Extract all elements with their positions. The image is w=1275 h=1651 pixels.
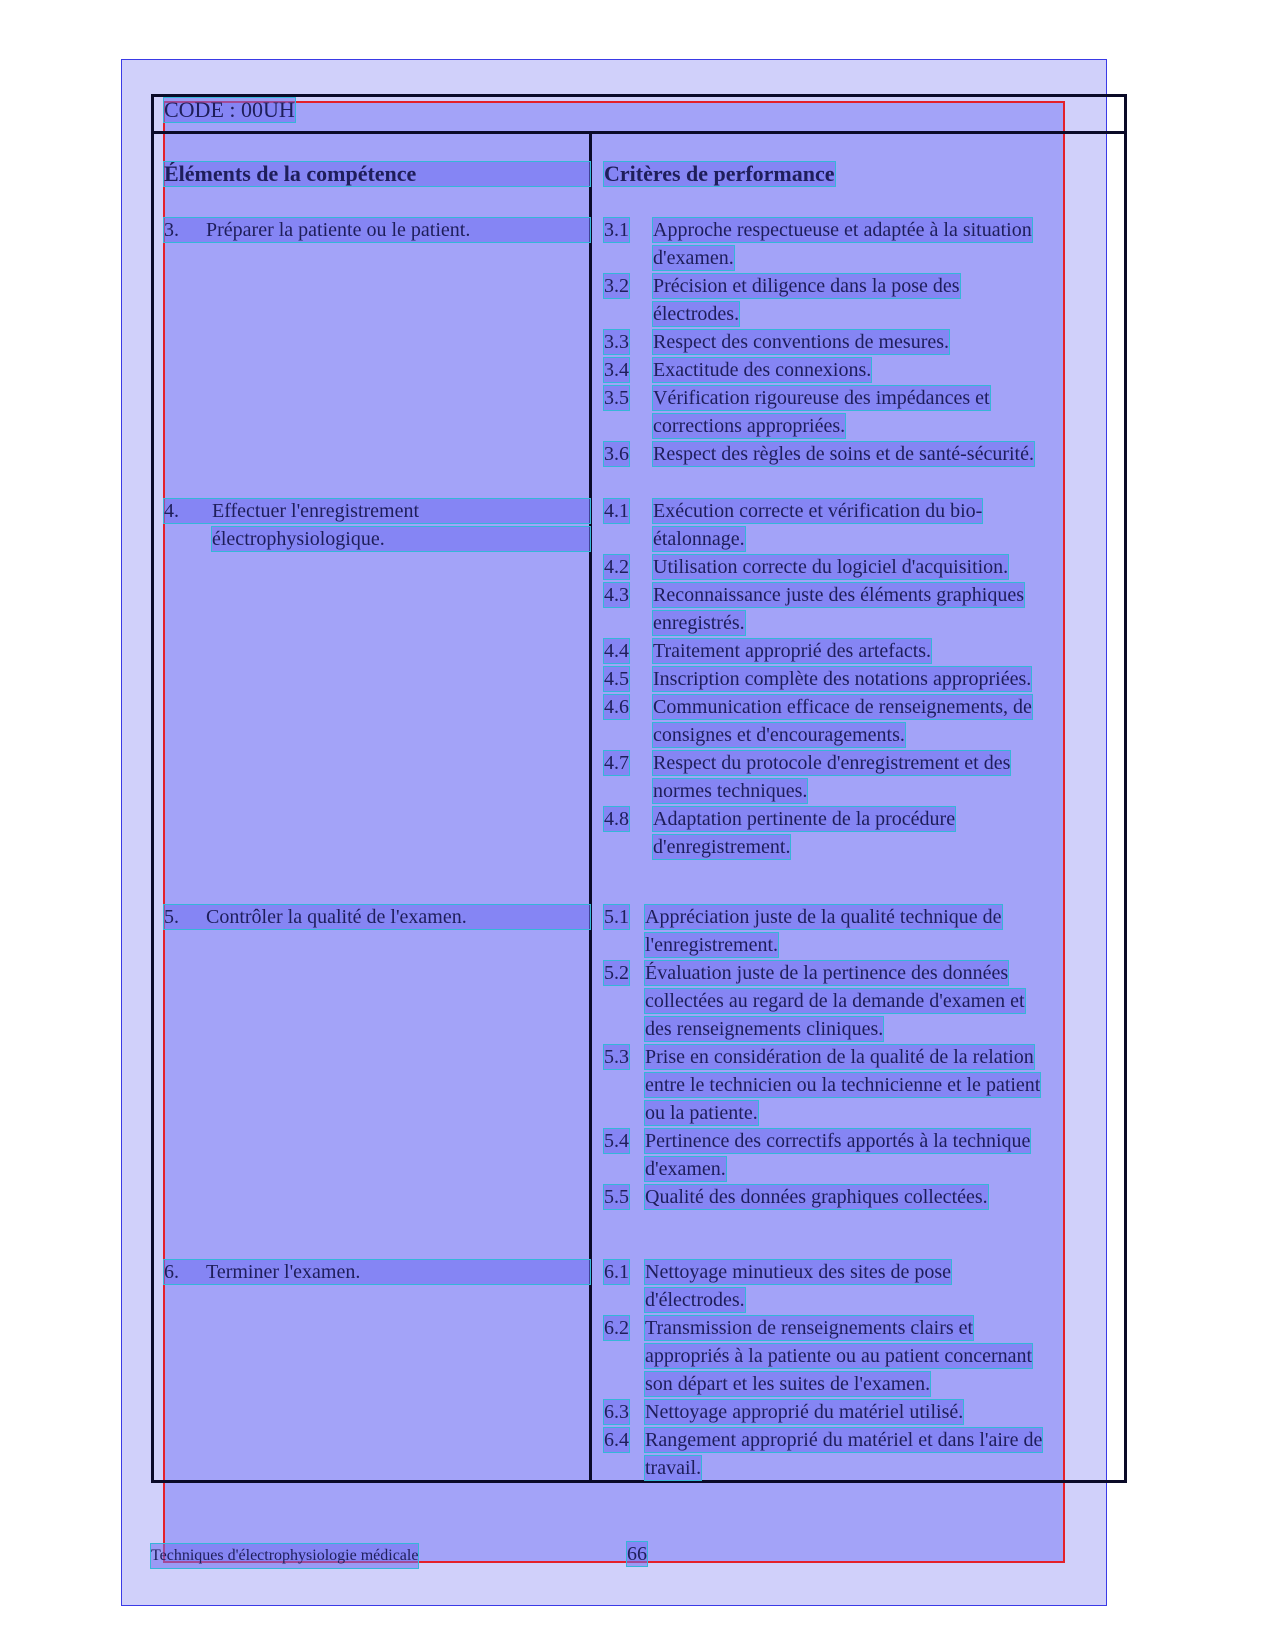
criterion-text: Appréciation juste de la qualité technique de — [645, 906, 1002, 928]
criterion-text: Évaluation juste de la pertinence des données — [645, 962, 1009, 984]
criterion-number: 4.1 — [604, 500, 629, 522]
criterion-text: Vérification rigoureuse des impédances et — [653, 387, 990, 409]
element-number: 4. — [164, 500, 179, 522]
element-number: 6. — [164, 1261, 179, 1283]
criterion-number: 3.4 — [604, 359, 629, 381]
criterion-text: d'examen. — [653, 247, 734, 269]
criterion-text: Respect des conventions de mesures. — [653, 331, 950, 353]
criterion-text: l'enregistrement. — [645, 934, 778, 956]
criterion-text: Utilisation correcte du logiciel d'acquisition. — [653, 556, 1009, 578]
criterion-text: d'examen. — [645, 1158, 726, 1180]
element-4 — [164, 499, 590, 523]
criterion-text: d'enregistrement. — [653, 836, 791, 858]
criterion-number: 4.7 — [604, 752, 629, 774]
element-text: Terminer l'examen. — [206, 1261, 361, 1283]
criterion-text: Pertinence des correctifs apportés à la technique — [645, 1130, 1031, 1152]
criterion-text: corrections appropriées. — [653, 415, 846, 437]
criterion-number: 3.3 — [604, 331, 629, 353]
criterion-text: électrodes. — [653, 303, 740, 325]
criteria-header: Critères de performance — [604, 161, 835, 186]
criterion-text: Précision et diligence dans la pose des — [653, 275, 960, 297]
criterion-number: 5.5 — [604, 1186, 629, 1208]
criterion-text: appropriés à la patiente ou au patient concernant — [645, 1345, 1033, 1367]
criterion-number: 4.3 — [604, 584, 629, 606]
criterion-number: 3.1 — [604, 219, 629, 241]
criterion-number: 5.2 — [604, 962, 629, 984]
criterion-text: travail. — [645, 1457, 702, 1479]
criterion-number: 5.1 — [604, 906, 629, 928]
element-text: Contrôler la qualité de l'examen. — [206, 906, 467, 928]
criterion-text: Reconnaissance juste des éléments graphiques — [653, 584, 1024, 606]
element-5 — [164, 905, 590, 929]
criterion-text: Adaptation pertinente de la procédure — [653, 808, 956, 830]
criterion-text: son départ et les suites de l'examen. — [645, 1373, 931, 1395]
criterion-number: 5.3 — [604, 1046, 629, 1068]
criterion-text: Qualité des données graphiques collectées. — [645, 1186, 988, 1208]
criterion-text: entre le technicien ou la technicienne et le patient — [645, 1074, 1041, 1096]
element-number: 3. — [164, 219, 179, 241]
criterion-text: Exécution correcte et vérification du bio- — [653, 500, 983, 522]
criterion-number: 3.2 — [604, 275, 629, 297]
elements-header: Éléments de la compétence — [164, 162, 590, 186]
criterion-number: 6.4 — [604, 1429, 629, 1451]
criterion-text: Respect du protocole d'enregistrement et des — [653, 752, 1011, 774]
element-text: Préparer la patiente ou le patient. — [206, 219, 471, 241]
criterion-number: 5.4 — [604, 1130, 629, 1152]
criterion-text: Prise en considération de la qualité de la relation — [645, 1046, 1034, 1068]
element-6 — [164, 1260, 590, 1284]
criterion-number: 6.3 — [604, 1401, 629, 1423]
footer-page-number: 66 — [627, 1543, 647, 1565]
criterion-text: Respect des règles de soins et de santé-sécurité. — [653, 443, 1034, 465]
criterion-number: 4.2 — [604, 556, 629, 578]
criterion-number: 3.5 — [604, 387, 629, 409]
criterion-text: d'électrodes. — [645, 1289, 745, 1311]
code-label: CODE : 00UH — [164, 97, 295, 122]
criterion-number: 4.6 — [604, 696, 629, 718]
criterion-text: Traitement approprié des artefacts. — [653, 640, 932, 662]
criterion-text: normes techniques. — [653, 780, 808, 802]
code-row-divider — [151, 131, 1127, 134]
criterion-text: collectées au regard de la demande d'examen et — [645, 990, 1025, 1012]
criterion-text: Approche respectueuse et adaptée à la situation — [653, 219, 1032, 241]
criterion-text: Rangement approprié du matériel et dans l'aire de — [645, 1429, 1043, 1451]
criterion-number: 6.1 — [604, 1261, 629, 1283]
footer-title: Techniques d'électrophysiologie médicale — [151, 1544, 418, 1568]
criterion-text: Transmission de renseignements clairs et — [645, 1317, 974, 1339]
criterion-text: ou la patiente. — [645, 1102, 758, 1124]
element-text: Effectuer l'enregistrement — [212, 500, 420, 522]
criterion-text: des renseignements cliniques. — [645, 1018, 884, 1040]
element-4-line-2: électrophysiologique. — [212, 527, 590, 551]
criterion-text: enregistrés. — [653, 612, 745, 634]
criterion-text: consignes et d'encouragements. — [653, 724, 905, 746]
element-3 — [164, 218, 590, 242]
criterion-number: 6.2 — [604, 1317, 629, 1339]
criterion-number: 3.6 — [604, 443, 629, 465]
criterion-text: Exactitude des connexions. — [653, 359, 872, 381]
criterion-text: Nettoyage approprié du matériel utilisé. — [645, 1401, 964, 1423]
criterion-text: Nettoyage minutieux des sites de pose — [645, 1261, 952, 1283]
criterion-number: 4.8 — [604, 808, 629, 830]
criterion-text: Communication efficace de renseignements, de — [653, 696, 1032, 718]
element-number: 5. — [164, 906, 179, 928]
criterion-number: 4.5 — [604, 668, 629, 690]
criterion-text: étalonnage. — [653, 528, 745, 550]
criterion-text: Inscription complète des notations appropriées. — [653, 668, 1032, 690]
criterion-number: 4.4 — [604, 640, 629, 662]
